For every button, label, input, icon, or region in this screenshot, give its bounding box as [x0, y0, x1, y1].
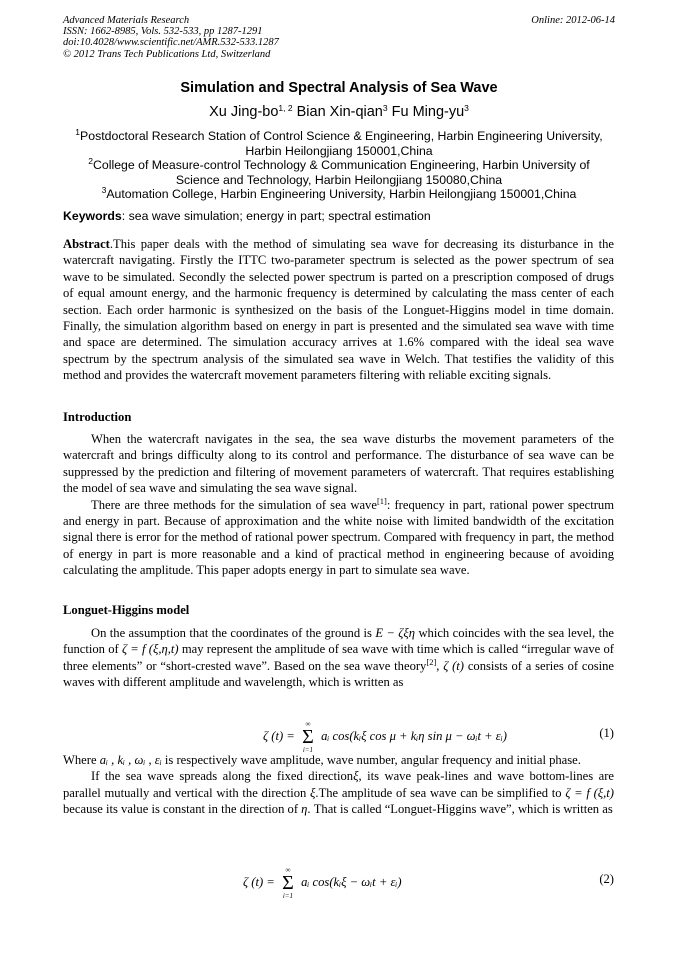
- math-inline: E − ζξη: [375, 626, 416, 640]
- equation-2: ζ (t) = ∞ Σ i=1 aᵢ cos(kᵢξ − ωᵢt + εᵢ) (2): [243, 866, 614, 900]
- author-list: [0, 104, 678, 120]
- paragraph: When the watercraft navigates in the sea, the sea wave disturbs the movement parameters of the watercraft and brings difficulty along to its control and performance. The disturbance of sea wave can be suppressed by the prediction and filtering of movement parameters of watercraft. That requires establishing the model of sea wave and simulating the sea wave signal.: [63, 432, 614, 496]
- author-affil-mark: 3: [382, 103, 388, 113]
- affiliation-2: $^2$College of Measure-control Technology & Communication Engineering, Harbin University of Science and Technology, Harbin Heilongjiang 150080,China: [88, 156, 590, 187]
- paragraph: If the sea wave spreads along the fixed directionξ, its wave peak-lines and wave bottom-lines are parallel mutually and vertical with the direction ξ.The amplitude of sea wave can be simplified to ζ = f (ξ,t) because its value is constant in the direction of η. That is called “Longuet-Higgins wave”, which is written as: [63, 769, 615, 817]
- keywords: [63, 209, 431, 223]
- longuet-higgins-body-1: [63, 625, 614, 691]
- section-heading-longuet-higgins: Longuet-Higgins model: [63, 603, 190, 617]
- citation: [1]: [376, 495, 387, 506]
- keywords-label: Keywords: [63, 209, 122, 223]
- author-affil-mark: 1, 2: [278, 103, 293, 113]
- journal-name: Advanced Materials Research: [63, 15, 190, 26]
- affiliation-3: $^3$Automation College, Harbin Engineering University, Harbin Heilongjiang 150001,China: [101, 185, 577, 202]
- section-heading-introduction: Introduction: [63, 410, 132, 424]
- introduction-body: [63, 431, 614, 579]
- abstract-label: Abstract: [63, 237, 110, 251]
- paragraph: Where aᵢ , kᵢ , ωᵢ , εᵢ is respectively wave amplitude, wave number, angular frequency and initial phase.: [63, 753, 581, 767]
- equation-number: (2): [599, 872, 614, 886]
- issn-line: ISSN: 1662-8985, Vols. 532-533, pp 1287-1291: [63, 26, 263, 38]
- math-inline: ξ: [353, 769, 359, 784]
- paragraph: There are three methods for the simulation of sea wave[1]: frequency in part, rational power spectrum and energy in part. Because of approximation and the white noise with limited bandwidth of the excitation signal there is error for the method of rational power spectrum. Compared with frequency in part, the method of energy in part is more reasonable and a kind of practical method in engineering because of avoiding calculating the amplitude. This paper adopts energy in part to simulate sea wave.: [63, 495, 614, 578]
- citation: [2]: [426, 656, 437, 667]
- abstract: [63, 236, 614, 384]
- copyright-line: © 2012 Trans Tech Publications Ltd, Switzerland: [63, 48, 271, 60]
- math-inline: ζ = f (ξ,t): [565, 785, 614, 800]
- author-name: Fu Ming-yu: [391, 104, 465, 120]
- abstract-text: .This paper deals with the method of simulating sea wave for decreasing its disturbance in the watercraft navigating. Firstly the ITTC two-parameter spectrum is selected as the power spectrum of sea wave to be simulated. Secondly the selected power spectrum is parted on a prescription composed of drugs of equal amount energy, and the harmonic frequency is determined by calculating the mass center of each section. Each order harmonic is synthesized on the basis of the Longuet-Higgins model in time domain. Finally, the simulation algorithm based on energy in part is presented and the simulated sea wave with time and space are determined. The simulation accuracy arrives at 1.6% compared with the ideal sea wave spectrum by the spectrum analysis of the simulated sea wave in Welch. That testifies the validity of this method and provides the watercraft movement parameters filtering with reliable exciting signals.: [63, 237, 614, 383]
- math-inline: aᵢ , kᵢ , ωᵢ , εᵢ: [99, 753, 162, 767]
- math-inline: ζ = f (ξ,η,t): [121, 642, 179, 657]
- sum-symbol: ∞ Σ i=1: [282, 866, 294, 900]
- math-inline: η: [301, 802, 308, 817]
- paper-title: Simulation and Spectral Analysis of Sea Wave: [180, 80, 498, 96]
- author-affil-mark: 3: [464, 103, 469, 113]
- author-name: Xu Jing-bo: [209, 104, 279, 120]
- math-inline: ζ (t): [443, 658, 465, 673]
- equation-1: ζ (t) = ∞ Σ i=1 aᵢ cos(kᵢξ cos μ + kᵢη sin μ − ωᵢt + εᵢ) (1): [263, 720, 614, 754]
- math-inline: ξ: [310, 785, 316, 800]
- online-date: Online: 2012-06-14: [531, 15, 615, 26]
- longuet-higgins-body-2: [63, 752, 614, 818]
- sum-symbol: ∞ Σ i=1: [302, 720, 314, 754]
- affiliation-1: $^1$Postdoctoral Research Station of Control Science & Engineering, Harbin Engineering University, Harbin Heilongjiang 150001,China: [75, 127, 603, 158]
- paragraph: On the assumption that the coordinates of the ground is E − ζξη which coincides with the sea level, the function of ζ = f (ξ,η,t) may represent the amplitude of sea wave with time which is called “irregular wave of three elements” or “short-crested wave”. Based on the sea wave theory[2], ζ (t) consists of a series of cosine waves with different amplitude and wavelength, which is written as: [63, 626, 615, 690]
- affiliations: [63, 129, 615, 202]
- equation-number: (1): [599, 726, 614, 740]
- author-name: Bian Xin-qian: [296, 104, 383, 120]
- keywords-text: : sea wave simulation; energy in part; spectral estimation: [121, 209, 431, 223]
- doi-line: doi:10.4028/www.scientific.net/AMR.532-533.1287: [63, 37, 279, 49]
- journal-header: [63, 15, 615, 60]
